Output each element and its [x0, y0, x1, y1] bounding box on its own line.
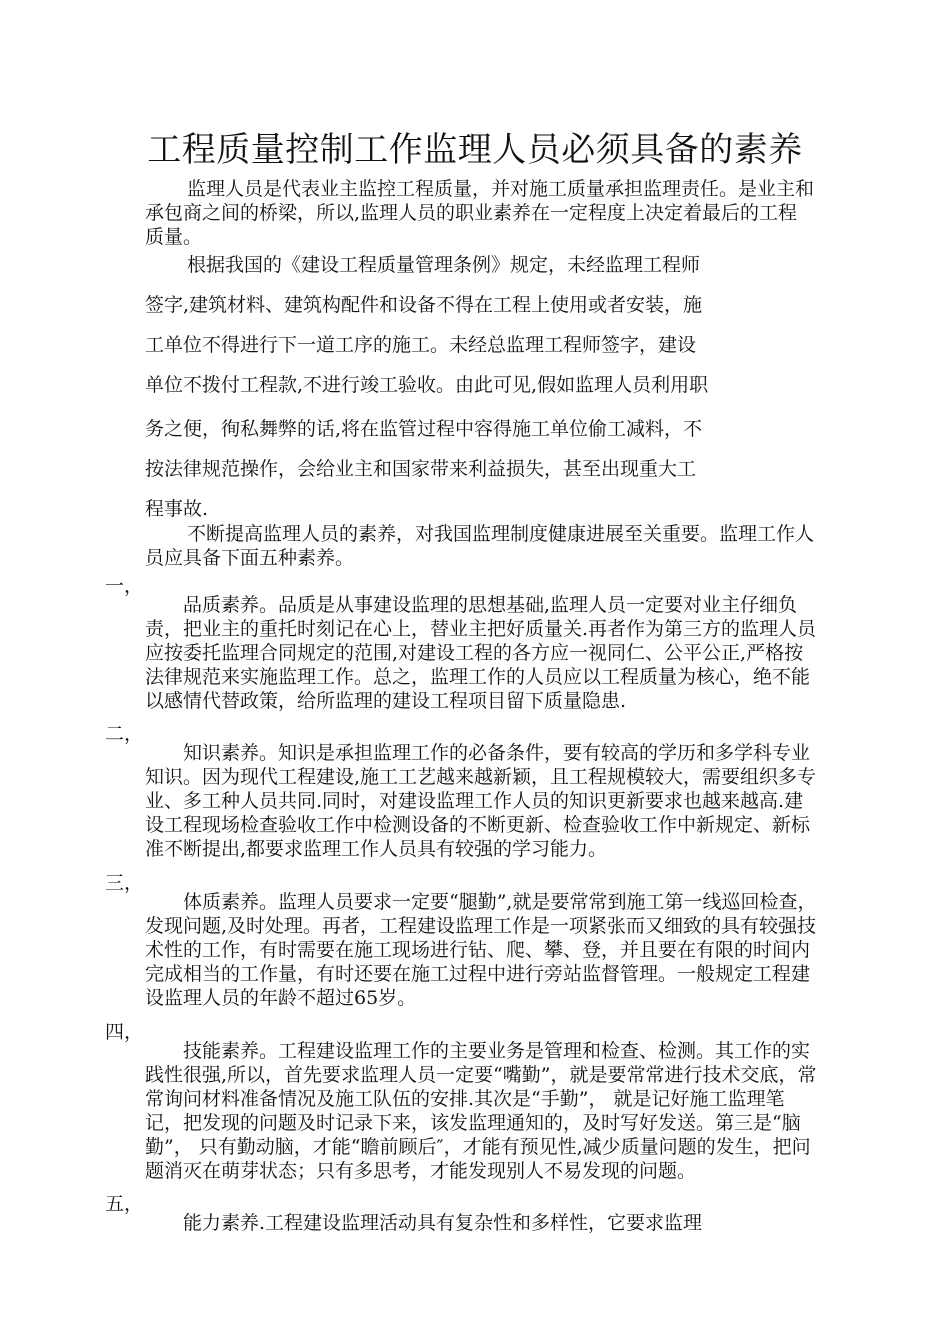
list-item-text: 体质素养。监理人员要求一定要“腿勤”,就是要常常到施工第一线巡回检查，发现问题,及时处理。再者，工程建设监理工作是一项紧张而又细致的具有较强技术性的工作，有时需要在施工现场进行钻、爬、攀、登，并且要在有限的时间内完成相当的工作量，有时还要在施工过程中进行旁站监督管理。一般规定工程建设监理人员的年龄不超过65岁。 — [145, 891, 817, 1009]
intro-paragraph-2-line: 按法律规范操作，会给业主和国家带来利益损失，甚至出现重大工 — [145, 458, 697, 480]
list-item — [105, 722, 820, 880]
intro-paragraph-2 — [145, 245, 815, 529]
intro-paragraph-2-line: 根据我国的《建设工程质量管理条例》规定，未经监理工程师 — [187, 254, 701, 276]
intro-paragraph-2-line: 单位不拨付工程款,不进行竣工验收。由此可见,假如监理人员利用职 — [145, 374, 709, 396]
list-item — [105, 871, 820, 1029]
intro-paragraph-2-line: 工单位不得进行下一道工序的施工。未经总监理工程师签字，建设 — [145, 334, 697, 356]
list-item-text: 能力素养.工程建设监理活动具有复杂性和多样性，它要求监理 — [183, 1212, 703, 1234]
intro-paragraph-2-line: 务之便，徇私舞弊的话,将在监管过程中容得施工单位偷工减料，不 — [145, 418, 703, 440]
list-item — [105, 1192, 820, 1254]
intro-paragraph-2-line: 签字,建筑材料、建筑构配件和设备不得在工程上使用或者安装，施 — [145, 294, 703, 316]
list-item-text: 知识素养。知识是承担监理工作的必备条件，要有较高的学历和多学科专业知识。因为现代工程建设,施工工艺越来越新颖，且工程规模较大，需要组织多专业、多工种人员共同.同时，对建设监理工作人员的知识更新要求也越来越高.建设工程现场检查验收工作中检测设备的不断更新、检查验收工作中新规定、新标准不断提出,都要求监理工作人员具有较强的学习能力。 — [145, 742, 817, 860]
list-item — [105, 1020, 820, 1202]
list-item-number: 四， — [105, 1021, 144, 1043]
list-item-text: 品质素养。品质是从事建设监理的思想基础,监理人员一定要对业主仔细负责，把业主的重托时刻记在心上，替业主把好质量关.再者作为第三方的监理人员应按委托监理合同规定的范围,对建设工程的各方应一视同仁、公平公正,严格按法律规范来实施监理工作。总之，监理工作的人员应以工程质量为核心，绝不能以感情代替政策，给所监理的建设工程项目留下质量隐患. — [145, 594, 817, 712]
intro-paragraph-1: 监理人员是代表业主监控工程质量，并对施工质量承担监理责任。是业主和承包商之间的桥梁，所以,监理人员的职业素养在一定程度上决定着最后的工程质量。 — [145, 178, 815, 248]
intro-paragraph-3: 不断提高监理人员的素养，对我国监理制度健康进展至关重要。监理工作人员应具备下面五种素养。 — [145, 523, 815, 569]
list-item-number: 一， — [105, 575, 144, 597]
list-item — [105, 574, 820, 732]
list-item-number: 三， — [105, 872, 144, 894]
list-item-text: 技能素养。工程建设监理工作的主要业务是管理和检查、检测。其工作的实践性很强,所以，首先要求监理人员一定要“嘴勤”，就是要常常进行技术交底，常常询问材料准备情况及施工队伍的安排.其次是“手勤”， 就是记好施工监理笔记，把发现的问题及时记录下来，该发监理通知的，及时写好发送。第三是“脑勤”， 只有勤动脑，才能“瞻前顾后″，才能有预见性,减少质量问题的发生，把问题消灭在萌芽状态；只有多思考，才能发现别人不易发现的问题。 — [145, 1040, 817, 1182]
intro-paragraph-2-line: 程事故. — [145, 498, 209, 520]
list-item-number: 二， — [105, 723, 144, 745]
document-title: 工程质量控制工作监理人员必须具备的素养 — [147, 130, 803, 170]
list-item-number: 五， — [105, 1193, 144, 1215]
